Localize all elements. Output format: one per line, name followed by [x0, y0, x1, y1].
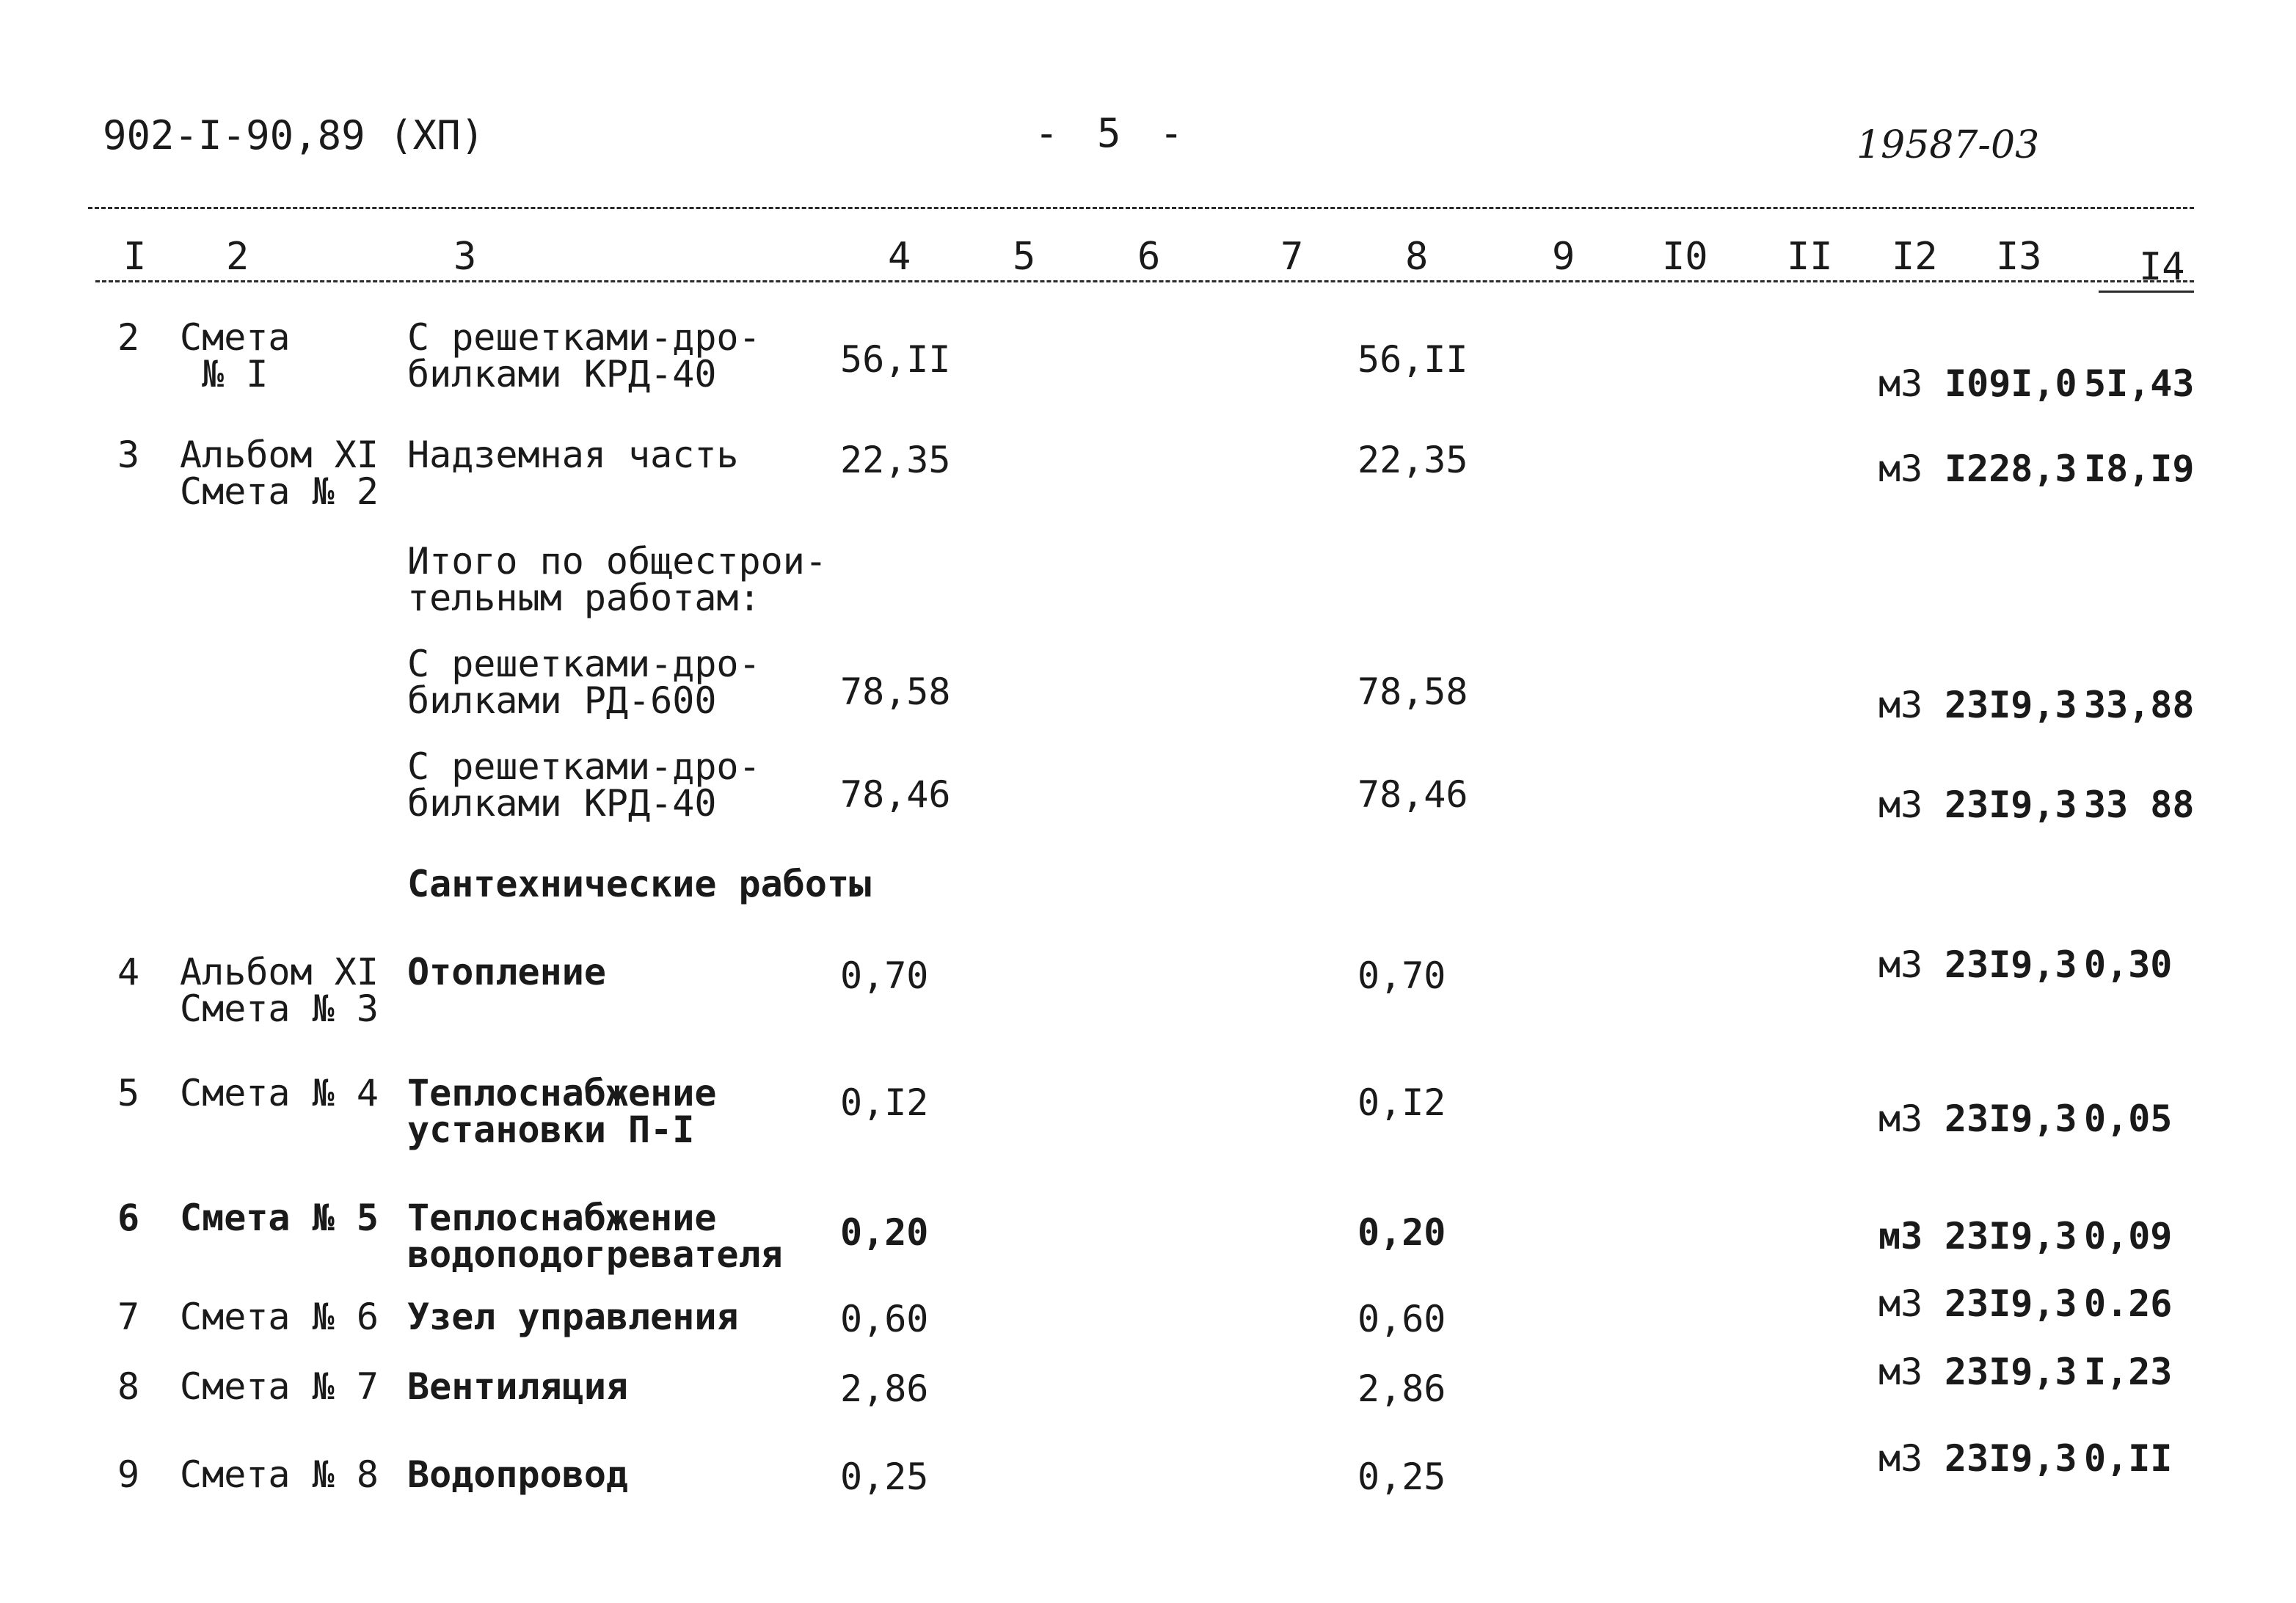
col4-value: 0,70	[840, 954, 929, 997]
col8-value: 0,70	[1357, 954, 1446, 997]
column-number: 9	[1552, 235, 1575, 279]
col8-value: 0,25	[1357, 1456, 1446, 1498]
col8-value: 78,46	[1357, 773, 1468, 816]
col8-value: 0,60	[1357, 1298, 1446, 1340]
col13-value: I228,3	[1945, 448, 2077, 490]
col8-value: 56,II	[1357, 338, 1468, 381]
col13-value: 23I9,3	[1945, 1437, 2077, 1480]
unit-label: м3	[1878, 784, 1923, 826]
work-name: Водопровод	[407, 1453, 629, 1496]
estimate-ref: Смета № 7	[180, 1365, 379, 1408]
unit-label: м3	[1878, 1098, 1923, 1140]
col4-value: 0,I2	[840, 1081, 929, 1124]
unit-label: м3	[1878, 943, 1923, 986]
handwritten-number: 19587-03	[1856, 123, 2040, 167]
estimate-ref: Смета № 4	[180, 1072, 379, 1114]
row-number: 3	[117, 434, 140, 476]
column-number: II	[1787, 235, 1833, 279]
row-number: 5	[117, 1072, 140, 1114]
column-number: I3	[1996, 235, 2042, 279]
col4-value: 78,46	[840, 773, 951, 816]
col13-value: 23I9,3	[1945, 784, 2077, 826]
col4-value: 2,86	[840, 1368, 929, 1410]
column-number: I2	[1892, 235, 1938, 279]
column-number: 7	[1280, 235, 1304, 279]
column-number: 6	[1137, 235, 1161, 279]
col4-value: 56,II	[840, 338, 951, 381]
work-name: Теплоснабжение водоподогревателя	[407, 1197, 783, 1276]
col4-value: 0,60	[840, 1298, 929, 1340]
estimate-ref: Смета № I	[180, 316, 291, 395]
row-number: 6	[117, 1197, 140, 1239]
row-number: 8	[117, 1365, 140, 1408]
work-name: С решетками-дро- билками КРД-40	[407, 745, 761, 825]
unit-label: м3	[1878, 684, 1923, 726]
row-number: 9	[117, 1453, 140, 1496]
column-number: I4	[2139, 245, 2185, 289]
col4-value: 0,20	[840, 1211, 929, 1254]
column-number: I0	[1662, 235, 1708, 279]
col14-value: 5I,43	[2084, 362, 2195, 405]
document-code: 902-I-90,89 (XП)	[103, 112, 485, 158]
col14-value: I8,I9	[2084, 448, 2195, 490]
unit-label: м3	[1878, 1215, 1923, 1257]
unit-label: м3	[1878, 448, 1923, 490]
col8-value: 22,35	[1357, 439, 1468, 481]
col4-value: 0,25	[840, 1456, 929, 1498]
top-rule	[88, 207, 2194, 209]
col8-value: 2,86	[1357, 1368, 1446, 1410]
col13-value: I09I,0	[1945, 362, 2077, 405]
work-name: С решетками-дро- билками РД-600	[407, 643, 761, 722]
col14-underline	[2099, 291, 2194, 293]
col14-value: 0,30	[2084, 943, 2173, 986]
col14-value: 0,05	[2084, 1098, 2173, 1140]
col13-value: 23I9,3	[1945, 1098, 2077, 1140]
work-name: Итого по общестрои- тельным работам:	[407, 540, 827, 619]
col13-value: 23I9,3	[1945, 943, 2077, 986]
col14-value: 0,II	[2084, 1437, 2173, 1480]
col13-value: 23I9,3	[1945, 684, 2077, 726]
col14-value: 0.26	[2084, 1282, 2173, 1325]
col14-value: 0,09	[2084, 1215, 2173, 1257]
col13-value: 23I9,3	[1945, 1215, 2077, 1257]
column-number: 3	[453, 235, 477, 279]
row-number: 4	[117, 951, 140, 993]
unit-label: м3	[1878, 1282, 1923, 1325]
col13-value: 23I9,3	[1945, 1282, 2077, 1325]
col8-value: 0,I2	[1357, 1081, 1446, 1124]
col8-value: 78,58	[1357, 671, 1468, 713]
work-name: Теплоснабжение установки П-I	[407, 1072, 717, 1151]
estimate-ref: Альбом XI Смета № 2	[180, 434, 379, 513]
column-number: 2	[226, 235, 249, 279]
column-number: I	[123, 235, 147, 279]
col13-value: 23I9,3	[1945, 1351, 2077, 1393]
estimate-ref: Альбом XI Смета № 3	[180, 951, 379, 1030]
work-name: Надземная часть	[407, 434, 739, 476]
estimate-ref: Смета № 5	[180, 1197, 379, 1239]
estimate-ref: Смета № 6	[180, 1296, 379, 1338]
col14-value: 33 88	[2084, 784, 2195, 826]
estimate-ref: Смета № 8	[180, 1453, 379, 1496]
col14-value: 33,88	[2084, 684, 2195, 726]
column-number: 8	[1405, 235, 1429, 279]
work-name: Вентиляция	[407, 1365, 629, 1408]
col14-value: I,23	[2084, 1351, 2173, 1393]
work-name: Сантехнические работы	[407, 863, 872, 905]
row-number: 7	[117, 1296, 140, 1338]
col8-value: 0,20	[1357, 1211, 1446, 1254]
page-number: - 5 -	[1035, 110, 1184, 156]
work-name: С решетками-дро- билками КРД-40	[407, 316, 761, 395]
unit-label: м3	[1878, 1351, 1923, 1393]
column-number: 5	[1013, 235, 1036, 279]
row-number: 2	[117, 316, 140, 359]
work-name: Узел управления	[407, 1296, 739, 1338]
col4-value: 22,35	[840, 439, 951, 481]
col4-value: 78,58	[840, 671, 951, 713]
work-name: Отопление	[407, 951, 606, 993]
unit-label: м3	[1878, 1437, 1923, 1480]
unit-label: м3	[1878, 362, 1923, 405]
column-number: 4	[888, 235, 911, 279]
header-bottom-rule	[95, 280, 2194, 282]
